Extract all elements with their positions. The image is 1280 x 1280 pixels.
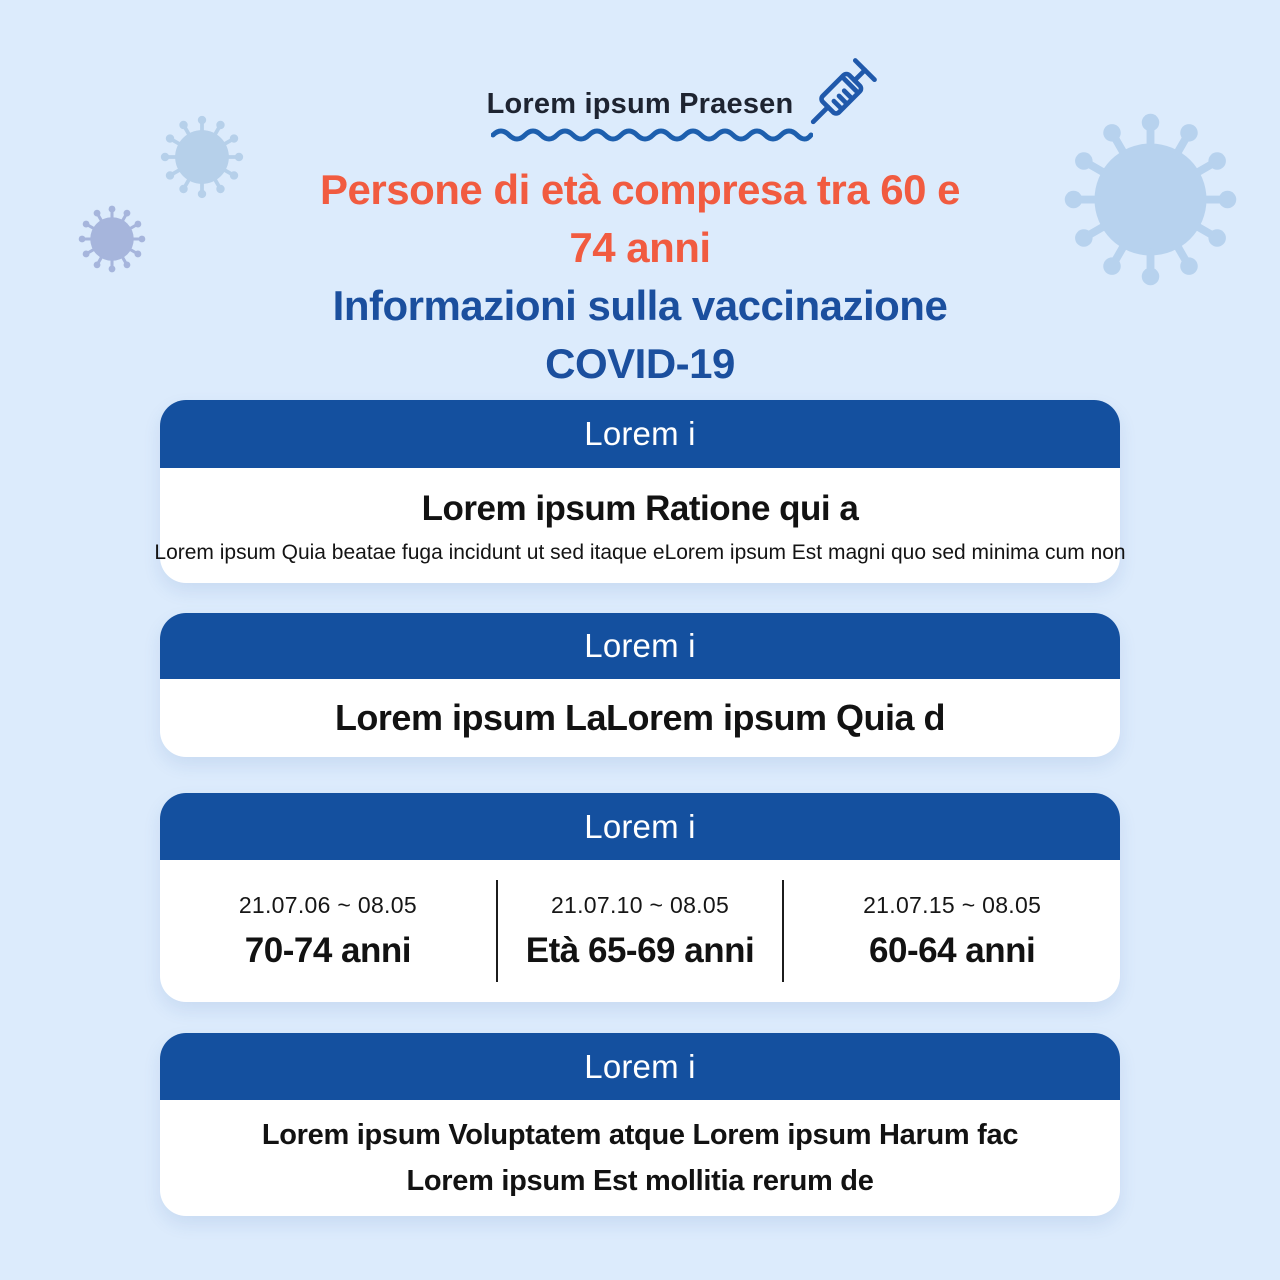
info-card-1 [154,400,1126,583]
schedule-period: 21.07.06 ~ 08.05 [238,891,417,918]
page-title-line1: Persone di età compresa tra 60 e [320,166,960,213]
schedule-age-group: Età 65-69 anni [525,930,755,970]
info-card-4 [160,1033,1120,1216]
card-2-body [160,679,1120,757]
card-3-header-label: Lorem i [584,807,696,845]
info-card-2 [160,613,1120,757]
card-4-text-line2: Lorem ipsum Est mollitia rerum de [406,1165,874,1197]
card-1-description: Lorem ipsum Quia beatae fuga incidunt ut sed itaque eLorem ipsum Est magni quo sed minima cum non [154,540,1126,564]
tagline-row [0,88,1280,121]
card-3-header [160,793,1120,860]
page-subtitle-line2: COVID-19 [545,340,735,387]
card-2-title: Lorem ipsum LaLorem ipsum Quia d [334,697,946,738]
page-title-line2: 74 anni [569,224,711,271]
schedule-column-60-64 [784,892,1120,971]
schedule-period: 21.07.15 ~ 08.05 [863,891,1042,918]
card-4-text-line1: Lorem ipsum Voluptatem atque Lorem ipsum Harum fac [261,1119,1019,1151]
tagline-text: Lorem ipsum Praesen [486,88,794,120]
schedule-column-65-69 [498,892,783,971]
card-1-body [154,468,1126,583]
card-1-header-label: Lorem i [584,415,696,452]
card-2-header [160,613,1120,679]
page-subtitle-line1: Informazioni sulla vaccinazione [332,282,948,329]
hero-titles [0,161,1280,393]
info-card-3-schedule [160,793,1120,1002]
schedule-age-group: 60-64 anni [869,930,1036,970]
card-1-title: Lorem ipsum Ratione qui a [421,488,859,528]
schedule-period: 21.07.10 ~ 08.05 [550,891,730,918]
card-1-header [160,400,1120,468]
card-4-header [160,1033,1120,1100]
schedule-age-group: 70-74 anni [244,930,411,970]
syringe-icon [795,46,889,140]
card-3-body [160,860,1120,1002]
wavy-underline [491,125,813,145]
card-4-body [160,1100,1120,1216]
card-4-header-label: Lorem i [584,1047,696,1085]
schedule-column-70-74 [160,892,496,971]
card-2-header-label: Lorem i [584,627,696,664]
